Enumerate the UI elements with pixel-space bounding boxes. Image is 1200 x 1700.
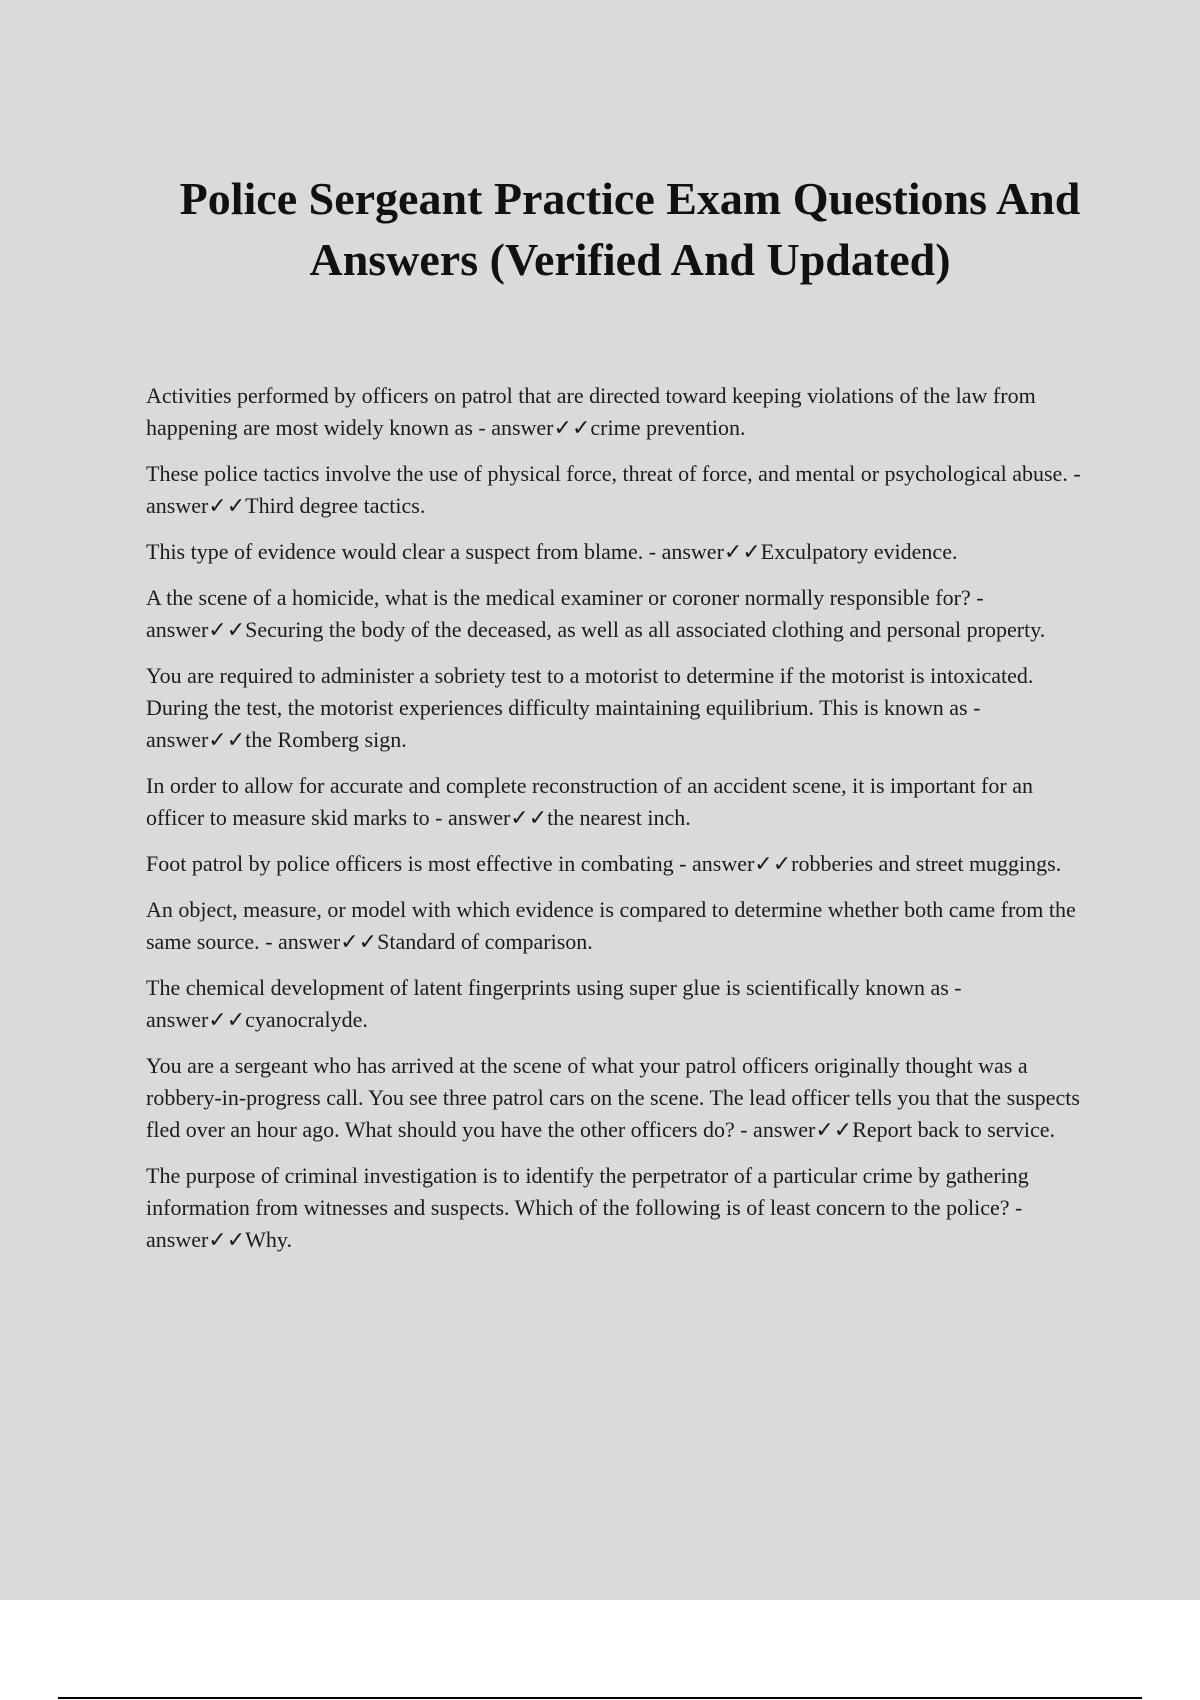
qa-item-6: In order to allow for accurate and complete reconstruction of an accident scene, it is important for an officer to measure skid marks to - answer✓✓the nearest inch. [146,773,1033,830]
qa-item-3: This type of evidence would clear a suspect from blame. - answer✓✓Exculpatory evidence. [146,539,958,564]
qa-item-8: An object, measure, or model with which evidence is compared to determine whether both came from the same source. - answer✓✓Standard of comparison. [146,897,1076,954]
qa-item-1: Activities performed by officers on patrol that are directed toward keeping violations of the law from happening are most widely known as - answer✓✓crime prevention. [146,383,1036,440]
qa-list [146,380,1086,1270]
qa-item-2: These police tactics involve the use of physical force, threat of force, and mental or psychological abuse. - answer✓✓Third degree tactics. [146,461,1081,518]
qa-item-9: The chemical development of latent fingerprints using super glue is scientifically known as - answer✓✓cyanocralyde. [146,975,962,1032]
qa-item-7: Foot patrol by police officers is most effective in combating - answer✓✓robberies and street muggings. [146,851,1062,876]
qa-item-10: You are a sergeant who has arrived at the scene of what your patrol officers originally thought was a robbery-in-progress call. You see three patrol cars on the scene. The lead officer tells you that the suspects fled over an hour ago. What should you have the other officers do? - answer✓✓Report back to service. [146,1053,1080,1142]
qa-item-4: A the scene of a homicide, what is the medical examiner or coroner normally responsible for? - answer✓✓Securing the body of the deceased, as well as all associated clothing and personal property. [146,585,1046,642]
document-title: Police Sergeant Practice Exam Questions And Answers (Verified And Updated) [179,173,1081,285]
qa-item-11: The purpose of criminal investigation is to identify the perpetrator of a particular crime by gathering information from witnesses and suspects. Which of the following is of least concern to the police? - answer✓✓Why. [146,1163,1029,1252]
bottom-divider [58,1697,1142,1699]
qa-item-5: You are required to administer a sobriety test to a motorist to determine if the motorist is intoxicated. During the test, the motorist experiences difficulty maintaining equilibrium. This is known as - answer✓✓the Romberg sign. [146,663,1034,752]
